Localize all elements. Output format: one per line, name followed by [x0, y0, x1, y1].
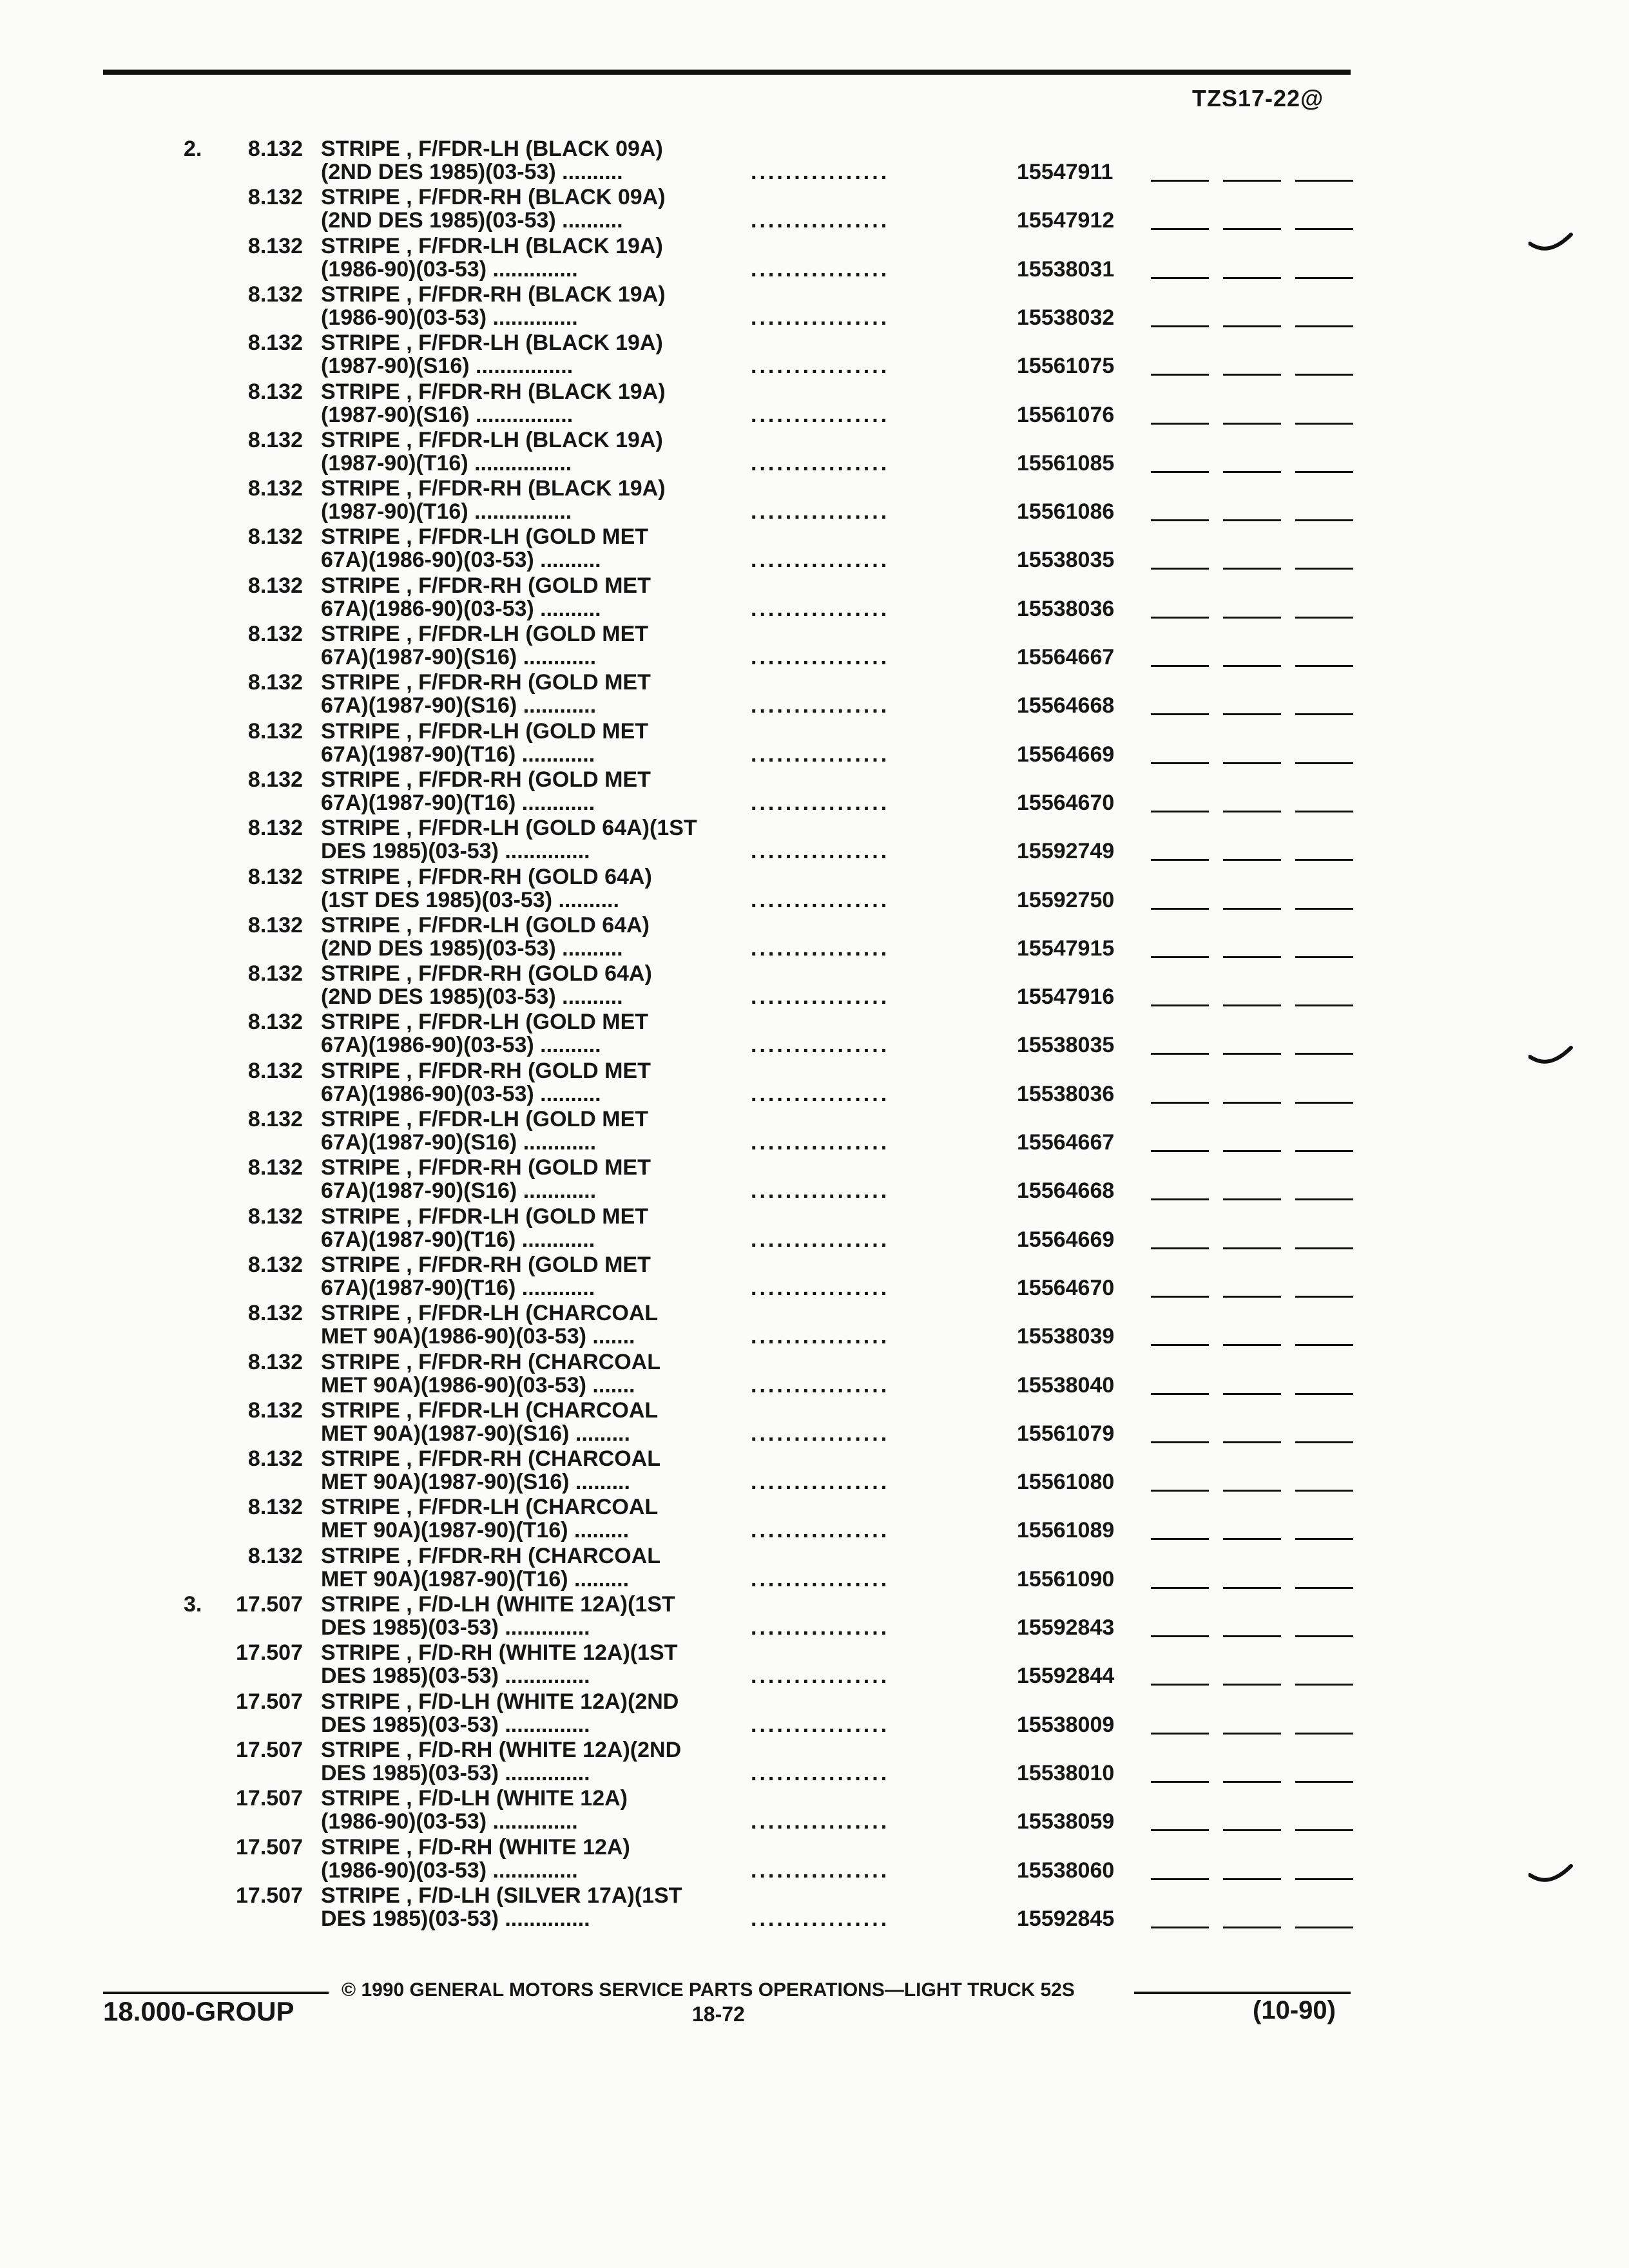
blank-fields — [1151, 423, 1353, 425]
part-number: 15592844 — [1017, 1664, 1115, 1689]
leader-dots: ................ — [751, 1566, 890, 1591]
part-entry — [0, 1592, 1629, 1640]
part-description-detail: MET 90A)(1986-90)(03-53) ....... — [321, 1324, 635, 1349]
quantity: 8.132 — [247, 864, 303, 889]
leader-dots: ................ — [751, 693, 890, 718]
part-description-detail: DES 1985)(03-53) .............. — [321, 1712, 590, 1737]
leader-dots: ................ — [751, 256, 890, 282]
part-number: 15561086 — [1017, 499, 1115, 524]
leader-dots: ................ — [751, 402, 890, 427]
leader-dots: ................ — [751, 1033, 890, 1058]
part-description-detail: 67A)(1987-90)(S16) ............ — [321, 1178, 597, 1204]
leader-dots: ................ — [751, 1372, 890, 1398]
part-number: 15538036 — [1017, 596, 1115, 621]
part-description-detail: (1986-90)(03-53) .............. — [321, 305, 578, 330]
blank-fields — [1151, 1247, 1353, 1250]
item-number: 2. — [184, 137, 202, 161]
quantity: 8.132 — [247, 1495, 303, 1520]
part-description: STRIPE , F/FDR-RH (CHARCOAL — [321, 1446, 660, 1472]
part-description-detail: (1986-90)(03-53) .............. — [321, 1858, 578, 1883]
part-number: 15538039 — [1017, 1324, 1115, 1349]
part-description-detail: DES 1985)(03-53) .............. — [321, 1906, 590, 1931]
leader-dots: ................ — [751, 985, 890, 1010]
part-number: 15538036 — [1017, 1081, 1115, 1106]
part-description: STRIPE , F/FDR-LH (GOLD 64A)(1ST — [321, 816, 697, 841]
part-number: 15538035 — [1017, 548, 1115, 573]
quantity: 17.507 — [236, 1786, 303, 1811]
part-description-detail: DES 1985)(03-53) .............. — [321, 839, 590, 864]
copyright-notice: © 1990 GENERAL MOTORS SERVICE PARTS OPERATIONS—LIGHT TRUCK 52S — [342, 1979, 1075, 2001]
part-description-detail: (1987-90)(S16) ................ — [321, 402, 574, 427]
leader-dots: ................ — [751, 1130, 890, 1155]
part-description-detail: DES 1985)(03-53) .............. — [321, 1760, 590, 1785]
part-entry — [0, 185, 1629, 233]
leader-dots: ................ — [751, 548, 890, 573]
part-number: 15561079 — [1017, 1421, 1115, 1446]
blank-fields — [1151, 568, 1353, 570]
part-description-detail: 67A)(1987-90)(T16) ............ — [321, 742, 595, 767]
part-description: STRIPE , F/D-RH (WHITE 12A)(1ST — [321, 1640, 678, 1666]
blank-fields — [1151, 956, 1353, 959]
part-description-detail: DES 1985)(03-53) .............. — [321, 1664, 590, 1689]
blank-fields — [1151, 277, 1353, 280]
part-description-detail: (1986-90)(03-53) .............. — [321, 256, 578, 282]
part-description-detail: 67A)(1986-90)(03-53) .......... — [321, 1033, 601, 1058]
part-entry — [0, 1398, 1629, 1446]
part-description: STRIPE , F/FDR-LH (GOLD MET — [321, 622, 649, 646]
quantity: 8.132 — [247, 1252, 303, 1277]
part-entry — [0, 1350, 1629, 1398]
quantity: 8.132 — [247, 1058, 303, 1083]
group-number: 18.000-GROUP — [103, 1996, 294, 2026]
part-number: 15538009 — [1017, 1712, 1115, 1737]
part-number: 15538031 — [1017, 256, 1115, 282]
top-rule — [103, 70, 1351, 75]
leader-dots: ................ — [751, 1664, 890, 1689]
page-number: 18-72 — [692, 2003, 745, 2026]
part-description: STRIPE , F/FDR-LH (GOLD MET — [321, 1010, 649, 1035]
part-number: 15547916 — [1017, 985, 1115, 1010]
quantity: 8.132 — [247, 573, 303, 598]
blank-fields — [1151, 1587, 1353, 1590]
blank-fields — [1151, 859, 1353, 861]
part-entry — [0, 380, 1629, 428]
part-number: 15561080 — [1017, 1470, 1115, 1495]
leader-dots: ................ — [751, 887, 890, 912]
part-description: STRIPE , F/FDR-RH (CHARCOAL — [321, 1543, 660, 1568]
part-number: 15538010 — [1017, 1760, 1115, 1785]
part-description-detail: MET 90A)(1986-90)(03-53) ....... — [321, 1372, 635, 1398]
part-description: STRIPE , F/D-LH (SILVER 17A)(1ST — [321, 1883, 682, 1908]
part-description-detail: DES 1985)(03-53) .............. — [321, 1615, 590, 1640]
quantity: 8.132 — [247, 1349, 303, 1374]
blank-fields — [1151, 1927, 1353, 1929]
leader-dots: ................ — [751, 1081, 890, 1106]
part-entry — [0, 1155, 1629, 1204]
part-description-detail: (1987-90)(T16) ................ — [321, 450, 572, 476]
part-description: STRIPE , F/FDR-RH (CHARCOAL — [321, 1349, 660, 1374]
quantity: 8.132 — [247, 282, 303, 307]
quantity: 8.132 — [247, 1446, 303, 1472]
quantity: 8.132 — [247, 1204, 303, 1229]
leader-dots: ................ — [751, 1275, 890, 1300]
leader-dots: ................ — [751, 1906, 890, 1931]
leader-dots: ................ — [751, 1809, 890, 1834]
part-description: STRIPE , F/FDR-LH (CHARCOAL — [321, 1398, 659, 1423]
part-entry — [0, 622, 1629, 670]
blank-fields — [1151, 228, 1353, 231]
leader-dots: ................ — [751, 645, 890, 669]
part-description-detail: MET 90A)(1987-90)(T16) ......... — [321, 1518, 630, 1543]
part-description: STRIPE , F/FDR-LH (GOLD MET — [321, 524, 649, 550]
quantity: 8.132 — [247, 1010, 303, 1035]
blank-fields — [1151, 1344, 1353, 1347]
quantity: 17.507 — [236, 1737, 303, 1762]
part-entry — [0, 1010, 1629, 1058]
leader-dots: ................ — [751, 1178, 890, 1204]
blank-fields — [1151, 713, 1353, 716]
part-entry — [0, 1544, 1629, 1592]
part-description: STRIPE , F/FDR-RH (GOLD MET — [321, 670, 651, 695]
check-mark-icon — [1528, 1863, 1574, 1889]
part-number: 15564669 — [1017, 1227, 1115, 1252]
part-description: STRIPE , F/FDR-RH (BLACK 19A) — [321, 476, 666, 501]
part-number: 15564670 — [1017, 790, 1115, 815]
blank-fields — [1151, 1441, 1353, 1444]
part-description-detail: MET 90A)(1987-90)(T16) ......... — [321, 1566, 630, 1591]
check-mark-icon — [1528, 232, 1574, 258]
part-entry — [0, 428, 1629, 476]
part-entry — [0, 1689, 1629, 1738]
quantity: 8.132 — [247, 1107, 303, 1131]
part-description: STRIPE , F/FDR-LH (GOLD MET — [321, 1204, 649, 1229]
part-entry — [0, 719, 1629, 767]
part-description-detail: 67A)(1987-90)(T16) ............ — [321, 1227, 595, 1252]
part-description: STRIPE , F/D-LH (WHITE 12A)(2ND — [321, 1689, 679, 1714]
part-number: 15564668 — [1017, 693, 1115, 718]
part-description-detail: 67A)(1986-90)(03-53) .......... — [321, 1081, 601, 1106]
part-number: 15592845 — [1017, 1906, 1115, 1931]
leader-dots: ................ — [751, 1615, 890, 1640]
part-description: STRIPE , F/FDR-RH (BLACK 19A) — [321, 282, 666, 307]
leader-dots: ................ — [751, 742, 890, 767]
part-entry — [0, 1883, 1629, 1932]
part-entry — [0, 524, 1629, 573]
part-description: STRIPE , F/FDR-LH (CHARCOAL — [321, 1301, 659, 1326]
part-description-detail: 67A)(1987-90)(T16) ............ — [321, 790, 595, 815]
part-number: 15592750 — [1017, 887, 1115, 912]
leader-dots: ................ — [751, 1712, 890, 1737]
part-entry — [0, 1786, 1629, 1834]
blank-fields — [1151, 471, 1353, 474]
part-description: STRIPE , F/D-RH (WHITE 12A)(2ND — [321, 1737, 682, 1762]
part-number: 15592749 — [1017, 839, 1115, 864]
part-number: 15592843 — [1017, 1615, 1115, 1640]
blank-fields — [1151, 762, 1353, 765]
part-entry — [0, 1204, 1629, 1253]
part-description-detail: (2ND DES 1985)(03-53) .......... — [321, 985, 623, 1010]
quantity: 8.132 — [247, 622, 303, 646]
part-description-detail: (2ND DES 1985)(03-53) .......... — [321, 208, 623, 233]
part-description: STRIPE , F/FDR-LH (BLACK 19A) — [321, 233, 663, 258]
quantity: 17.507 — [236, 1592, 303, 1617]
leader-dots: ................ — [751, 936, 890, 961]
part-description: STRIPE , F/D-LH (WHITE 12A)(1ST — [321, 1592, 675, 1617]
quantity: 8.132 — [247, 1543, 303, 1568]
part-number: 15561090 — [1017, 1566, 1115, 1591]
part-description: STRIPE , F/FDR-RH (GOLD MET — [321, 1155, 651, 1180]
leader-dots: ................ — [751, 208, 890, 233]
blank-fields — [1151, 811, 1353, 813]
part-description: STRIPE , F/FDR-RH (GOLD MET — [321, 573, 651, 598]
quantity: 8.132 — [247, 379, 303, 404]
quantity: 8.132 — [247, 767, 303, 792]
part-number: 15538060 — [1017, 1858, 1115, 1883]
blank-fields — [1151, 325, 1353, 328]
part-description-detail: MET 90A)(1987-90)(S16) ......... — [321, 1470, 630, 1495]
part-description: STRIPE , F/FDR-RH (GOLD 64A) — [321, 961, 652, 986]
footer-rule-left — [103, 1992, 329, 1994]
part-description: STRIPE , F/FDR-RH (BLACK 09A) — [321, 185, 666, 210]
quantity: 8.132 — [247, 331, 303, 356]
part-entry — [0, 573, 1629, 622]
leader-dots: ................ — [751, 1421, 890, 1446]
part-number: 15538059 — [1017, 1809, 1115, 1834]
part-description-detail: (2ND DES 1985)(03-53) .......... — [321, 936, 623, 961]
part-description: STRIPE , F/FDR-LH (GOLD MET — [321, 718, 649, 744]
part-description-detail: 67A)(1987-90)(T16) ............ — [321, 1275, 595, 1300]
part-description-detail: (1ST DES 1985)(03-53) .......... — [321, 887, 619, 912]
blank-fields — [1151, 519, 1353, 522]
leader-dots: ................ — [751, 596, 890, 621]
part-description-detail: (1987-90)(S16) ................ — [321, 354, 574, 379]
blank-fields — [1151, 1393, 1353, 1396]
part-description-detail: (1987-90)(T16) ................ — [321, 499, 572, 524]
part-entry — [0, 234, 1629, 282]
leader-dots: ................ — [751, 450, 890, 476]
part-description: STRIPE , F/FDR-LH (CHARCOAL — [321, 1495, 659, 1520]
blank-fields — [1151, 1733, 1353, 1735]
part-number: 15547911 — [1017, 160, 1113, 184]
blank-fields — [1151, 1198, 1353, 1201]
part-description: STRIPE , F/FDR-LH (GOLD MET — [321, 1107, 649, 1131]
part-description-detail: MET 90A)(1987-90)(S16) ......... — [321, 1421, 630, 1446]
leader-dots: ................ — [751, 305, 890, 330]
part-number: 15564669 — [1017, 742, 1115, 767]
part-number: 15561075 — [1017, 354, 1115, 379]
quantity: 8.132 — [247, 816, 303, 841]
part-number: 15561089 — [1017, 1518, 1115, 1543]
part-description: STRIPE , F/FDR-RH (GOLD MET — [321, 1058, 651, 1083]
part-description-detail: 67A)(1987-90)(S16) ............ — [321, 693, 597, 718]
leader-dots: ................ — [751, 1760, 890, 1785]
catalog-code: TZS17-22@ — [1192, 85, 1324, 111]
part-description-detail: (2ND DES 1985)(03-53) .......... — [321, 160, 623, 184]
quantity: 8.132 — [247, 233, 303, 258]
leader-dots: ................ — [751, 160, 890, 184]
check-mark-icon — [1528, 1045, 1574, 1071]
quantity: 8.132 — [247, 670, 303, 695]
blank-fields — [1151, 1684, 1353, 1686]
part-entry — [0, 1495, 1629, 1543]
part-entry — [0, 137, 1629, 185]
part-description: STRIPE , F/FDR-LH (BLACK 09A) — [321, 137, 663, 161]
part-entry — [0, 961, 1629, 1010]
quantity: 8.132 — [247, 476, 303, 501]
part-number: 15564668 — [1017, 1178, 1115, 1204]
quantity: 17.507 — [236, 1883, 303, 1908]
blank-fields — [1151, 617, 1353, 619]
quantity: 8.132 — [247, 1301, 303, 1326]
quantity: 8.132 — [247, 137, 303, 161]
blank-fields — [1151, 1004, 1353, 1007]
footer-rule-right — [1134, 1992, 1351, 1994]
quantity: 8.132 — [247, 912, 303, 937]
part-entry — [0, 1301, 1629, 1349]
blank-fields — [1151, 1053, 1353, 1055]
part-entry — [0, 1253, 1629, 1301]
part-number: 15547912 — [1017, 208, 1115, 233]
revision-date: (10-90) — [1253, 1996, 1336, 2024]
part-entry — [0, 913, 1629, 961]
part-description: STRIPE , F/FDR-LH (BLACK 19A) — [321, 331, 663, 356]
blank-fields — [1151, 180, 1353, 182]
blank-fields — [1151, 1102, 1353, 1104]
part-description: STRIPE , F/FDR-RH (GOLD 64A) — [321, 864, 652, 889]
blank-fields — [1151, 1490, 1353, 1492]
quantity: 17.507 — [236, 1640, 303, 1666]
blank-fields — [1151, 665, 1353, 668]
blank-fields — [1151, 1538, 1353, 1541]
part-number: 15538040 — [1017, 1372, 1115, 1398]
quantity: 17.507 — [236, 1834, 303, 1860]
part-number: 15564667 — [1017, 645, 1115, 669]
part-entry — [0, 1738, 1629, 1786]
part-number: 15538035 — [1017, 1033, 1115, 1058]
leader-dots: ................ — [751, 1858, 890, 1883]
blank-fields — [1151, 1296, 1353, 1298]
part-entry — [0, 1107, 1629, 1155]
part-number: 15547915 — [1017, 936, 1115, 961]
leader-dots: ................ — [751, 839, 890, 864]
part-description: STRIPE , F/FDR-LH (BLACK 19A) — [321, 427, 663, 452]
leader-dots: ................ — [751, 790, 890, 815]
part-number: 15538032 — [1017, 305, 1115, 330]
blank-fields — [1151, 1878, 1353, 1881]
part-description: STRIPE , F/D-RH (WHITE 12A) — [321, 1834, 630, 1860]
quantity: 8.132 — [247, 185, 303, 210]
part-description: STRIPE , F/FDR-RH (GOLD MET — [321, 1252, 651, 1277]
part-entry — [0, 476, 1629, 524]
part-description-detail: 67A)(1986-90)(03-53) .......... — [321, 596, 601, 621]
part-entry — [0, 1835, 1629, 1883]
blank-fields — [1151, 374, 1353, 376]
part-description-detail: 67A)(1987-90)(S16) ............ — [321, 645, 597, 669]
part-entry — [0, 670, 1629, 718]
leader-dots: ................ — [751, 1470, 890, 1495]
part-description: STRIPE , F/D-LH (WHITE 12A) — [321, 1786, 628, 1811]
quantity: 8.132 — [247, 961, 303, 986]
part-entry — [0, 282, 1629, 331]
part-entry — [0, 816, 1629, 864]
part-entry — [0, 865, 1629, 913]
part-number: 15564670 — [1017, 1275, 1115, 1300]
part-entry — [0, 1446, 1629, 1495]
quantity: 17.507 — [236, 1689, 303, 1714]
part-description: STRIPE , F/FDR-RH (GOLD MET — [321, 767, 651, 792]
part-entry — [0, 767, 1629, 816]
quantity: 8.132 — [247, 1398, 303, 1423]
leader-dots: ................ — [751, 1324, 890, 1349]
part-entry — [0, 331, 1629, 379]
part-number: 15561076 — [1017, 402, 1115, 427]
leader-dots: ................ — [751, 354, 890, 379]
quantity: 8.132 — [247, 718, 303, 744]
blank-fields — [1151, 1150, 1353, 1153]
blank-fields — [1151, 1635, 1353, 1638]
part-number: 15561085 — [1017, 450, 1115, 476]
part-description-detail: (1986-90)(03-53) .............. — [321, 1809, 578, 1834]
quantity: 8.132 — [247, 524, 303, 550]
item-number: 3. — [184, 1592, 202, 1617]
part-entry — [0, 1059, 1629, 1107]
blank-fields — [1151, 1829, 1353, 1832]
part-description-detail: 67A)(1986-90)(03-53) .......... — [321, 548, 601, 573]
part-description-detail: 67A)(1987-90)(S16) ............ — [321, 1130, 597, 1155]
part-number: 15564667 — [1017, 1130, 1115, 1155]
part-description: STRIPE , F/FDR-LH (GOLD 64A) — [321, 912, 650, 937]
part-description: STRIPE , F/FDR-RH (BLACK 19A) — [321, 379, 666, 404]
quantity: 8.132 — [247, 427, 303, 452]
quantity: 8.132 — [247, 1155, 303, 1180]
part-entry — [0, 1640, 1629, 1689]
blank-fields — [1151, 1781, 1353, 1783]
leader-dots: ................ — [751, 499, 890, 524]
blank-fields — [1151, 908, 1353, 910]
leader-dots: ................ — [751, 1518, 890, 1543]
leader-dots: ................ — [751, 1227, 890, 1252]
